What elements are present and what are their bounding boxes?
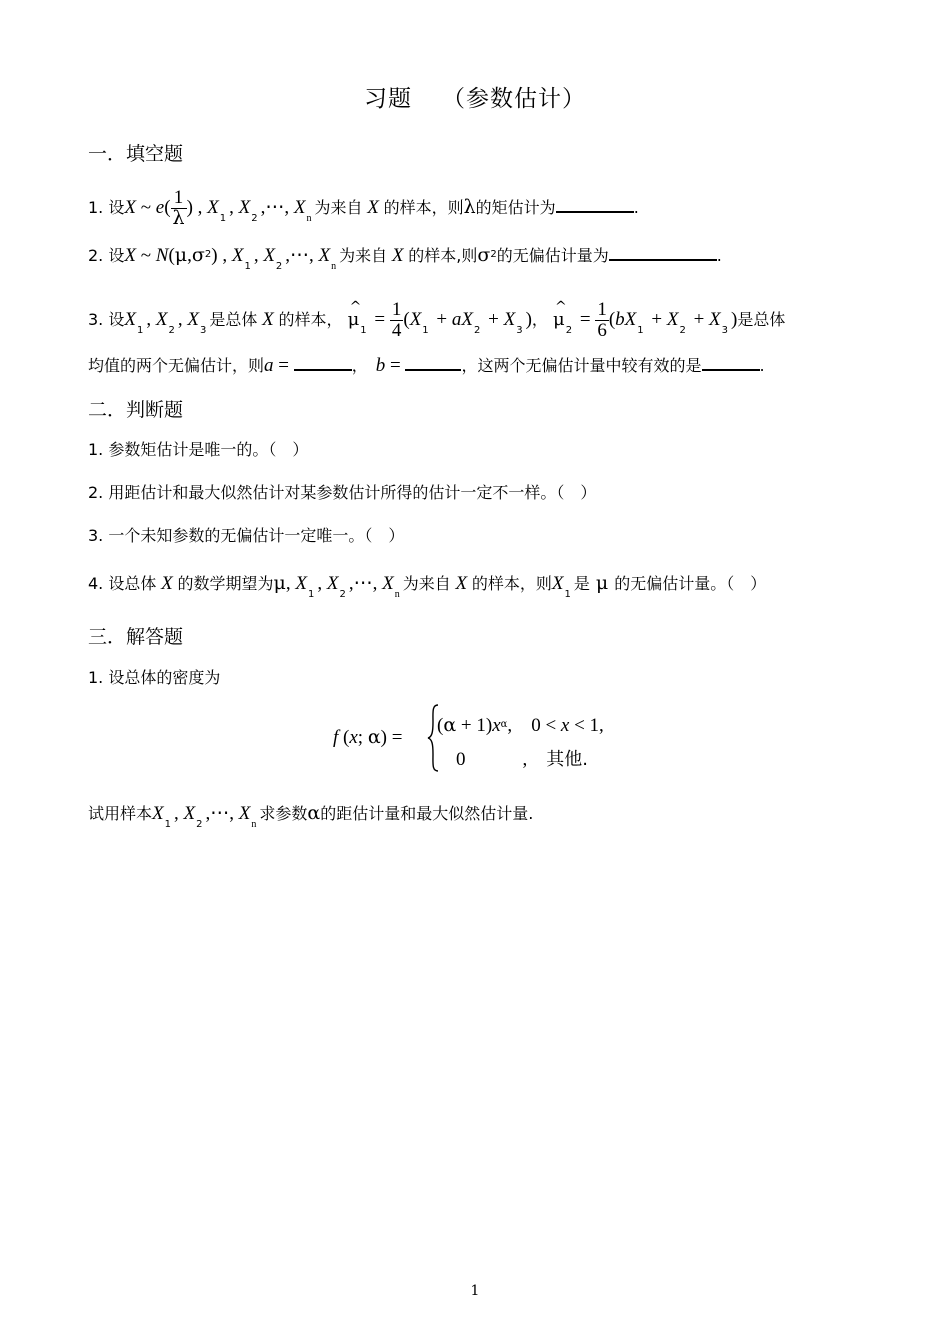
answer-blank	[405, 357, 461, 371]
answer-blank	[294, 357, 352, 371]
answer-blank	[556, 199, 634, 213]
page-title: 习题 （参数估计）	[364, 86, 586, 112]
judge-question-1: 1. 参数矩估计是唯一的。（ ）	[88, 440, 309, 459]
answer-question-1: 1. 设总体的密度为	[88, 668, 221, 687]
page-number: 1	[470, 1283, 480, 1299]
section-true-false: 二．判断题	[88, 399, 184, 421]
fill-question-1: 1. 设X ~ e( $\frac{1}{\lambda}$ ) , $X_1$, $X_2,\cdots$, $X_n$为来自 X 的样本，则λ的矩估计为 .	[88, 187, 639, 229]
section-fill-in: 一．填空题	[88, 143, 184, 165]
density-formula: f (x; α) = $(\alpha + 1)x^\alpha$, 0 < x < 1, 0 , 其他.	[333, 704, 653, 774]
section-problems: 三．解答题	[88, 626, 184, 648]
judge-question-2: 2. 用距估计和最大似然估计对某参数估计所得的估计一定不一样。（ ）	[88, 483, 597, 502]
answer-blank	[609, 247, 717, 261]
fill-question-3: 3. 设$X_1$, $X_2$, $X_3$是总体 X 的样本， ^ $\mu_1$ = $\frac{1}{4}$ $(X_1 + aX_2 + X_3)$， ^ $\mu_2$ = $\frac{1}{6}$ $(bX_1 + X_2 + X_3)$是总体	[88, 300, 785, 341]
answer-blank	[702, 357, 760, 371]
fill-question-2: 2. 设X ~ $N(\mu,\sigma^2)$ , $X_1$, $X_2,\cdots$, $X_n$为来自 X 的样本,则$\sigma^2$的无偏估计量为 .	[88, 244, 722, 272]
judge-question-3: 3. 一个未知参数的无偏估计一定唯一。（ ）	[88, 526, 405, 545]
judge-question-4: 4. 设总体 X 的数学期望为μ, $X_1$, $X_2,\cdots$, $X_n$为来自 X 的样本，则$X_1$是 μ 的无偏估计量。（ ）	[88, 572, 767, 600]
fill-question-3-continued: 均值的两个无偏估计，则a = ， b = ，这两个无偏估计量中较有效的是 .	[88, 355, 765, 376]
answer-question-1-task: 试用样本$X_1$, $X_2,\cdots$, $X_n$求参数α的距估计量和最大似然估计量.	[88, 802, 534, 830]
